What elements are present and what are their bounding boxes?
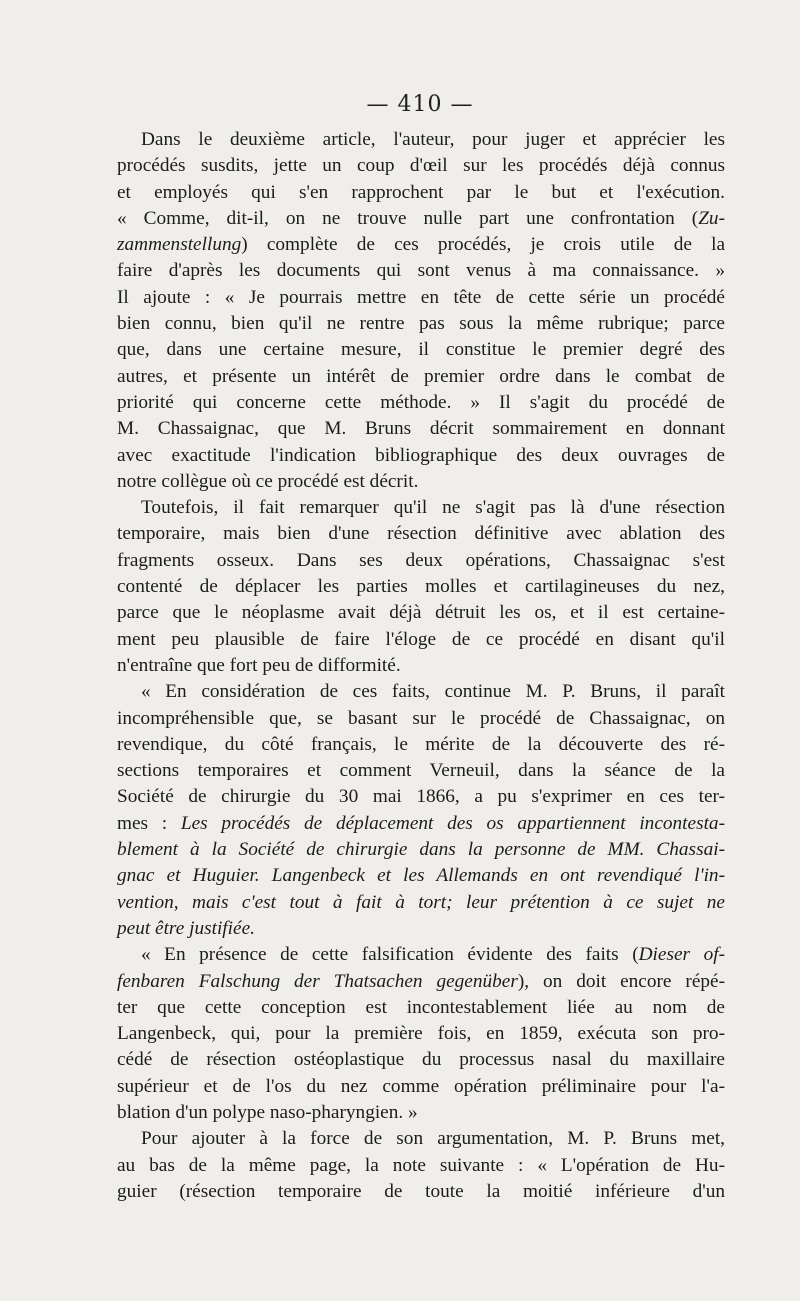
text-segment: ter que cette conception est incontestablement liée au nom de xyxy=(117,996,725,1018)
text-segment: sections temporaires et comment Verneuil, dans la séance de la xyxy=(117,760,725,782)
text-line xyxy=(117,706,725,732)
text-segment: cédé de résection ostéoplastique du processus nasal du maxillaire xyxy=(117,1049,725,1071)
text-line xyxy=(117,942,725,968)
text-line xyxy=(117,180,725,206)
text-line xyxy=(117,995,725,1021)
text-line xyxy=(117,1074,725,1100)
text-segment: ment peu plausible de faire l'éloge de ce procédé en disant qu'il xyxy=(117,628,725,650)
text-line xyxy=(117,1126,725,1152)
text-segment: guier (résection temporaire de toute la moitié inférieure d'un xyxy=(117,1180,725,1202)
text-line xyxy=(117,285,725,311)
text-line xyxy=(117,469,725,495)
text-line xyxy=(117,784,725,810)
text-line xyxy=(117,679,725,705)
italic-text: zammenstellung xyxy=(117,234,242,256)
text-line xyxy=(117,1179,725,1205)
text-line xyxy=(117,258,725,284)
body-text xyxy=(117,127,725,1205)
italic-text: peut être justifiée. xyxy=(117,917,255,939)
text-line xyxy=(117,837,725,863)
text-segment: Pour ajouter à la force de son argumentation, M. P. Bruns met, xyxy=(141,1128,725,1150)
text-segment: ) complète de ces procédés, je crois utile de la xyxy=(241,234,725,256)
text-segment: « En considération de ces faits, continue M. P. Bruns, il paraît xyxy=(141,681,725,703)
italic-text: Dieser of- xyxy=(638,944,725,966)
text-segment: « En présence de cette falsification évidente des faits ( xyxy=(141,944,639,966)
italic-text: vention, mais c'est tout à fait à tort; leur prétention à ce sujet ne xyxy=(117,891,725,913)
text-segment: contenté de déplacer les parties molles et cartilagineuses du nez, xyxy=(117,576,725,598)
text-line xyxy=(117,232,725,258)
text-line xyxy=(117,811,725,837)
text-segment: au bas de la même page, la note suivante : « L'opération de Hu- xyxy=(117,1154,725,1176)
text-segment: que, dans une certaine mesure, il constitue le premier degré des xyxy=(117,339,725,361)
text-segment: bien connu, bien qu'il ne rentre pas sous la même rubrique; parce xyxy=(117,313,725,335)
text-segment: faire d'après les documents qui sont venus à ma connaissance. » xyxy=(117,260,725,282)
text-segment: notre collègue où ce procédé est décrit. xyxy=(117,470,419,492)
text-line xyxy=(117,127,725,153)
text-segment: incompréhensible que, se basant sur le procédé de Chassaignac, on xyxy=(117,707,725,729)
text-line xyxy=(117,1047,725,1073)
text-line xyxy=(117,1021,725,1047)
text-line xyxy=(117,890,725,916)
text-line xyxy=(117,863,725,889)
text-line xyxy=(117,1153,725,1179)
text-line xyxy=(117,574,725,600)
text-segment: temporaire, mais bien d'une résection définitive avec ablation des xyxy=(117,523,725,545)
text-line xyxy=(117,416,725,442)
text-line xyxy=(117,969,725,995)
text-segment: blation d'un polype naso-pharyngien. » xyxy=(117,1101,418,1123)
italic-text: blement à la Société de chirurgie dans la personne de MM. Chassai- xyxy=(117,839,725,861)
text-segment: Toutefois, il fait remarquer qu'il ne s'agit pas là d'une résection xyxy=(141,497,725,519)
text-line xyxy=(117,153,725,179)
text-segment: « Comme, dit-il, on ne trouve nulle part une confrontation ( xyxy=(117,207,699,229)
italic-text: Les procédés de déplacement des os appartiennent incontesta- xyxy=(180,812,725,834)
italic-text: gnac et Huguier. Langenbeck et les Allemands en ont revendiqué l'in- xyxy=(117,865,725,887)
page-number: — 410 — xyxy=(366,92,474,117)
text-segment: mes : xyxy=(117,812,181,834)
text-line xyxy=(117,732,725,758)
text-line xyxy=(117,627,725,653)
text-segment: Société de chirurgie du 30 mai 1866, a pu s'exprimer en ces ter- xyxy=(117,786,725,808)
text-line xyxy=(117,206,725,232)
text-line xyxy=(117,1100,725,1126)
text-segment: Dans le deuxième article, l'auteur, pour juger et apprécier les xyxy=(141,129,725,150)
text-line xyxy=(117,548,725,574)
text-segment: revendique, du côté français, le mérite de la découverte des ré- xyxy=(117,733,725,755)
text-line xyxy=(117,390,725,416)
text-line xyxy=(117,337,725,363)
text-segment: Il ajoute : « Je pourrais mettre en tête de cette série un procédé xyxy=(117,286,725,308)
text-line xyxy=(117,311,725,337)
text-segment: Langenbeck, qui, pour la première fois, en 1859, exécuta son pro- xyxy=(117,1023,725,1045)
text-segment: supérieur et de l'os du nez comme opération préliminaire pour l'a- xyxy=(117,1075,725,1097)
text-segment: et employés qui s'en rapprochent par le but et l'exécution. xyxy=(117,181,725,203)
text-segment: parce que le néoplasme avait déjà détruit les os, et il est certaine- xyxy=(117,602,725,624)
text-line xyxy=(117,521,725,547)
text-line xyxy=(117,653,725,679)
text-segment: fragments osseux. Dans ses deux opérations, Chassaignac s'est xyxy=(117,549,725,571)
text-segment: procédés susdits, jette un coup d'œil sur les procédés déjà connus xyxy=(117,155,725,177)
text-segment: ), on doit encore répé- xyxy=(517,970,725,992)
italic-text: Zu- xyxy=(698,207,725,229)
text-line xyxy=(117,600,725,626)
text-segment: avec exactitude l'indication bibliographique des deux ouvrages de xyxy=(117,444,725,466)
text-line xyxy=(117,758,725,784)
text-segment: autres, et présente un intérêt de premier ordre dans le combat de xyxy=(117,365,725,387)
text-segment: priorité qui concerne cette méthode. » Il s'agit du procédé de xyxy=(117,391,725,413)
text-line xyxy=(117,916,725,942)
text-line xyxy=(117,443,725,469)
text-line xyxy=(117,364,725,390)
italic-text: fenbaren Falschung der Thatsachen gegenüber xyxy=(117,970,518,992)
text-segment: n'entraîne que fort peu de difformité. xyxy=(117,654,401,676)
text-segment: M. Chassaignac, que M. Bruns décrit sommairement en donnant xyxy=(117,418,725,440)
text-line xyxy=(117,495,725,521)
